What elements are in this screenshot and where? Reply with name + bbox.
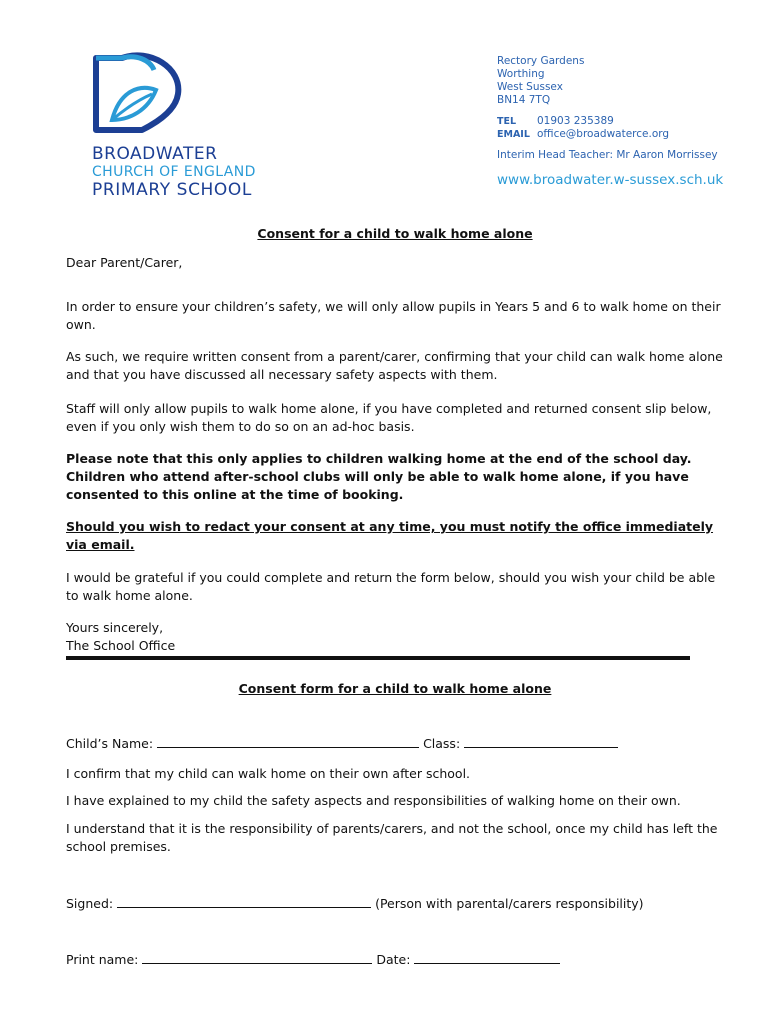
school-name-line1: BROADWATER: [92, 144, 218, 164]
signoff-line2: The School Office: [66, 638, 176, 653]
signoff: [66, 619, 726, 655]
child-name-row: [66, 735, 726, 753]
address-line: West Sussex: [497, 81, 563, 93]
heart-leaf-logo-icon: [90, 50, 185, 140]
address-line: BN14 7TQ: [497, 94, 551, 106]
date-label: Date:: [376, 952, 411, 967]
signed-label: Signed:: [66, 896, 114, 911]
form-title: Consent form for a child to walk home alone: [238, 681, 552, 696]
paragraph-4-note: Please note that this only applies to children walking home at the end of the school day. Children who attend after-school clubs will only be able to walk home alone, if you have consented to this online at the time of booking.: [66, 451, 692, 502]
statement-3: I understand that it is the responsibility of parents/carers, and not the school, once my child has left the school premises.: [66, 821, 718, 854]
email-label: EMAIL: [497, 129, 530, 140]
statement-1: I confirm that my child can walk home on their own after school.: [66, 766, 471, 781]
signed-note: (Person with parental/carers responsibility): [375, 896, 644, 911]
signature-field[interactable]: [117, 895, 371, 908]
paragraph-2: As such, we require written consent from a parent/carer, confirming that your child can walk home alone and that you have discussed all necessary safety aspects with them.: [66, 349, 723, 382]
class-field[interactable]: [464, 735, 618, 748]
email-row: [497, 128, 718, 141]
divider-rule: [66, 656, 690, 660]
signed-row: [66, 895, 726, 913]
statement-2: I have explained to my child the safety aspects and responsibilities of walking home on their own.: [66, 793, 681, 808]
signoff-line1: Yours sincerely,: [66, 620, 164, 635]
print-name-label: Print name:: [66, 952, 139, 967]
date-field[interactable]: [414, 951, 560, 964]
website-link[interactable]: www.broadwater.w-sussex.sch.uk: [497, 172, 724, 188]
tel-label: TEL: [497, 116, 517, 127]
address-line: Rectory Gardens: [497, 55, 585, 67]
head-teacher: Interim Head Teacher: Mr Aaron Morrissey: [497, 149, 718, 161]
class-label: Class:: [423, 736, 461, 751]
greeting: Dear Parent/Carer,: [66, 255, 183, 270]
paragraph-3: Staff will only allow pupils to walk home alone, if you have completed and returned consent slip below, even if you only wish them to do so on an ad-hoc basis.: [66, 401, 712, 434]
child-name-field[interactable]: [157, 735, 419, 748]
paragraph-5-redact: Should you wish to redact your consent at any time, you must notify the office immediately via email.: [66, 519, 714, 552]
email-address[interactable]: office@broadwaterce.org: [537, 128, 670, 140]
school-name-line3: PRIMARY SCHOOL: [92, 180, 252, 200]
contact-block: [497, 55, 718, 162]
tel-row: [497, 115, 718, 128]
tel-number: 01903 235389: [537, 115, 614, 127]
print-name-row: [66, 951, 726, 969]
paragraph-1: In order to ensure your children’s safety, we will only allow pupils in Years 5 and 6 to walk home on their own.: [66, 299, 721, 332]
child-name-label: Child’s Name:: [66, 736, 154, 751]
school-name: [92, 145, 256, 199]
school-name-line2: CHURCH OF ENGLAND: [92, 164, 256, 180]
print-name-field[interactable]: [142, 951, 372, 964]
address-line: Worthing: [497, 68, 545, 80]
letter-title: Consent for a child to walk home alone: [257, 226, 533, 241]
paragraph-6: I would be grateful if you could complete and return the form below, should you wish your child be able to walk home alone.: [66, 570, 716, 603]
